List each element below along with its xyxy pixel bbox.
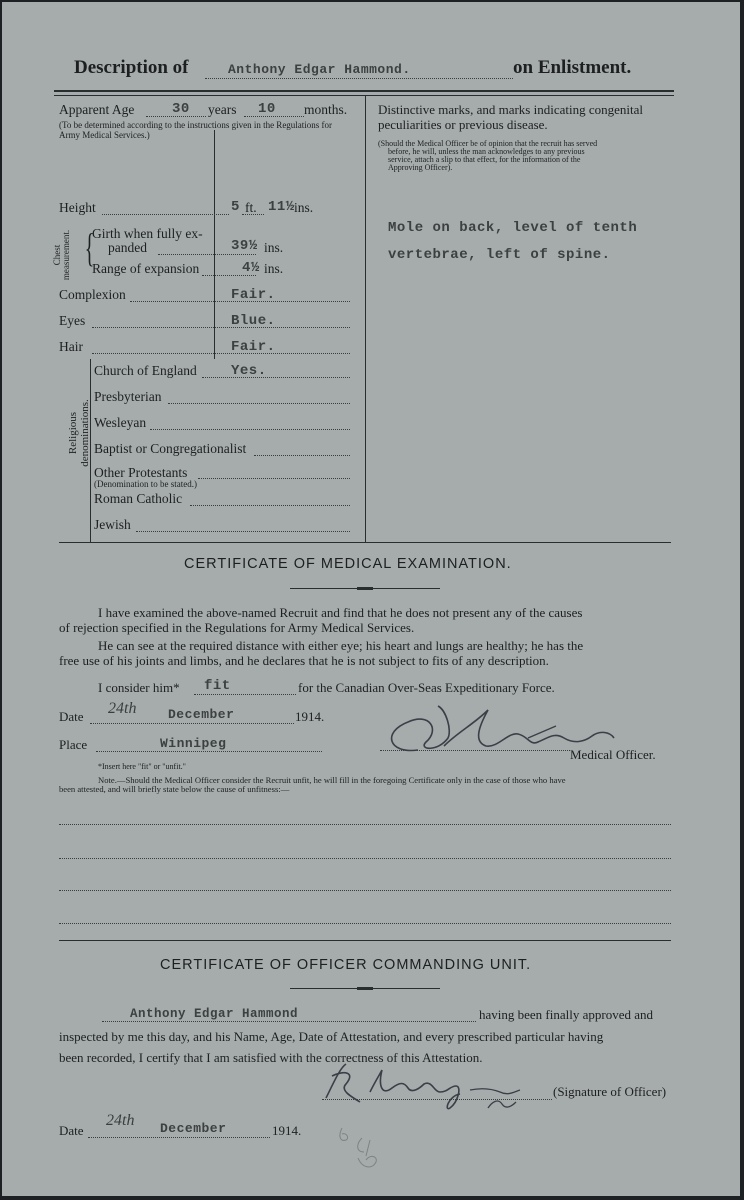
marks-note-3: service, attach a slip to that effect, for the information of the	[388, 155, 581, 164]
wesleyan-label: Wesleyan	[94, 415, 147, 430]
pencil-annotation	[332, 1122, 392, 1187]
consider-suffix: for the Canadian Over-Seas Expeditionary Force.	[298, 680, 555, 695]
marks-note-2: before, he will, unless the man acknowledges to any previous	[388, 147, 585, 156]
apparent-age-label: Apparent Age	[59, 102, 135, 117]
chest-measurement-label: Chest measurement.	[52, 229, 71, 281]
eyes-value: Blue.	[231, 313, 276, 329]
marks-note-1: (Should the Medical Officer be of opinion that the recruit has served	[378, 139, 598, 148]
officer-line3: been recorded, I certify that I am satisfied with the correctness of this Attestation.	[59, 1050, 483, 1065]
complexion-label: Complexion	[59, 287, 126, 302]
age-note: (To be determined according to the instructions given in the Regulations for Army Medical Services.)	[59, 120, 333, 140]
medical-date-year: 1914.	[295, 709, 325, 724]
marks-heading-2: peculiarities or previous disease.	[378, 117, 548, 132]
medical-officer-label: Medical Officer.	[570, 747, 656, 762]
place-label: Place	[59, 737, 88, 752]
girth-value: 39½	[231, 238, 258, 254]
height-label: Height	[59, 200, 96, 215]
officer-date-day: 24th	[106, 1112, 135, 1129]
medical-para1-line1: I have examined the above-named Recruit and find that he does not present any of the causes	[98, 605, 583, 620]
ins-label: ins.	[294, 200, 314, 215]
medical-date-day: 24th	[108, 700, 137, 717]
title-prefix: Description of	[74, 57, 189, 78]
marks-value-line-2: vertebrae, left of spine.	[388, 247, 611, 263]
officer-line2: inspected by me this day, and his Name, Age, Date of Attestation, and every prescribed particular having	[59, 1029, 604, 1044]
religious-denominations-label: Religious denominations.	[67, 399, 91, 467]
officer-name-value: Anthony Edgar Hammond	[130, 1007, 299, 1021]
officer-cert-title: CERTIFICATE OF OFFICER COMMANDING UNIT.	[160, 957, 532, 973]
range-unit: ins.	[264, 261, 284, 276]
title-suffix: on Enlistment.	[513, 57, 632, 78]
height-ins-value: 11½	[268, 199, 295, 215]
commanding-officer-signature	[320, 1062, 540, 1127]
unfit-note-line2: been attested, and will briefly state below the cause of unfitness:—	[59, 784, 290, 794]
age-months-value: 10	[258, 101, 276, 117]
medical-date-month: December	[168, 707, 235, 722]
church-of-england-value: Yes.	[231, 363, 267, 379]
church-of-england-label: Church of England	[94, 363, 197, 378]
recruit-name-value: Anthony Edgar Hammond.	[228, 62, 411, 77]
hair-value: Fair.	[231, 339, 276, 355]
years-label: years	[208, 102, 237, 117]
complexion-value: Fair.	[231, 287, 276, 303]
medical-para1-line2: of rejection specified in the Regulations for Army Medical Services.	[59, 620, 415, 635]
range-label: Range of expansion	[92, 261, 200, 276]
marks-heading-1: Distinctive marks, and marks indicating congenital	[378, 102, 643, 117]
girth-label-1: Girth when fully ex-	[92, 226, 203, 241]
officer-date-month: December	[160, 1121, 227, 1136]
attestation-page: Description of Anthony Edgar Hammond. on Enlistment. Apparent Age 30 years 10 months. (To be determined according to the instructions given in the Regulations for Army Medical Services.) Height 5 ft. 11½ ins. Chest measurement. { Girth when fully ex- panded 39½ ins. Range of expansion 4½ ins. Complexion Fair. Eyes Blue. Hair Fair. Religious denominations. Church of England Yes. Presbyterian Wesleyan Baptist or Congregationalist Other Protestants (Denomination to be stated.) Roman Catholic Jewish Distinctive marks, and marks indicating congenital peculiarities or previous disease. (Should the Medical Officer be of opinion that the recruit has served before, he will, unless the man acknowledges to any previous service, attach a slip to that effect, for the information of the Approving Officer). Mole on back, level of tenth vertebrae, left of spine. CERTIFICATE OF MEDICAL EXAMINATION. I have examined the above-named Recruit and find that he does not present any of the causes of rejection specified in the Regulations for Army Medical Services. He can see at the required distance with either eye; his heart and lungs are healthy; he has the free use of his joints and limbs, and he declares that he is not subject to fits of any description. I consider him* fit for the Canadian Over-Seas Expeditionary Force. Date 24th December 1914. Place Winnipeg Medical Officer. *Insert here "fit" or "unfit." Note.—Should the Medical Officer consider the Recruit unfit, he will fill in the foregoing Certificate only in the case of those who have been attested, and will briefly state below the cause of unfitness:— CERTIFICATE OF OFFICER COMMANDING UNIT. Anthony Edgar Hammond having been finally approved and inspected by me this day, and his Name, Age, Date of Attestation, and every prescribed particular having been recorded, I certify that I am satisfied with the correctness of this Attestation. (Signature of Officer) Date 24th December 1914.	[2, 2, 740, 1196]
roman-catholic-label: Roman Catholic	[94, 491, 183, 506]
medical-cert-title: CERTIFICATE OF MEDICAL EXAMINATION.	[184, 556, 512, 572]
ft-label: ft.	[245, 200, 257, 215]
presbyterian-label: Presbyterian	[94, 389, 162, 404]
consider-value: fit	[204, 678, 231, 694]
girth-unit: ins.	[264, 240, 284, 255]
range-value: 4½	[242, 260, 260, 276]
signature-of-officer-label: (Signature of Officer)	[553, 1084, 667, 1099]
other-protestants-label: Other Protestants	[94, 465, 188, 480]
officer-date-year: 1914.	[272, 1123, 302, 1138]
place-value: Winnipeg	[160, 736, 227, 751]
marks-note-4: Approving Officer).	[388, 163, 453, 172]
hair-label: Hair	[59, 339, 83, 354]
insert-note: *Insert here "fit" or "unfit."	[98, 762, 186, 771]
consider-prefix: I consider him*	[98, 680, 180, 695]
marks-value-line-1: Mole on back, level of tenth	[388, 220, 638, 236]
other-protestants-note: (Denomination to be stated.)	[94, 479, 197, 489]
medical-date-label: Date	[59, 709, 84, 724]
jewish-label: Jewish	[94, 517, 131, 532]
baptist-label: Baptist or Congregationalist	[94, 441, 247, 456]
height-ft-value: 5	[231, 199, 240, 215]
months-label: months.	[304, 102, 348, 117]
officer-line1-suffix: having been finally approved and	[479, 1007, 653, 1022]
officer-date-label: Date	[59, 1123, 84, 1138]
girth-label-2: panded	[108, 240, 147, 255]
age-years-value: 30	[172, 101, 190, 117]
unfit-note-line1: Note.—Should the Medical Officer consider the Recruit unfit, he will fill in the foregoing Certificate only in the case of those who have	[98, 775, 566, 785]
medical-para2-line2: free use of his joints and limbs, and he declares that he is not subject to fits of any description.	[59, 653, 549, 668]
page-title	[74, 57, 189, 79]
eyes-label: Eyes	[59, 313, 86, 328]
medical-para2-line1: He can see at the required distance with either eye; his heart and lungs are healthy; he has the	[98, 638, 584, 653]
